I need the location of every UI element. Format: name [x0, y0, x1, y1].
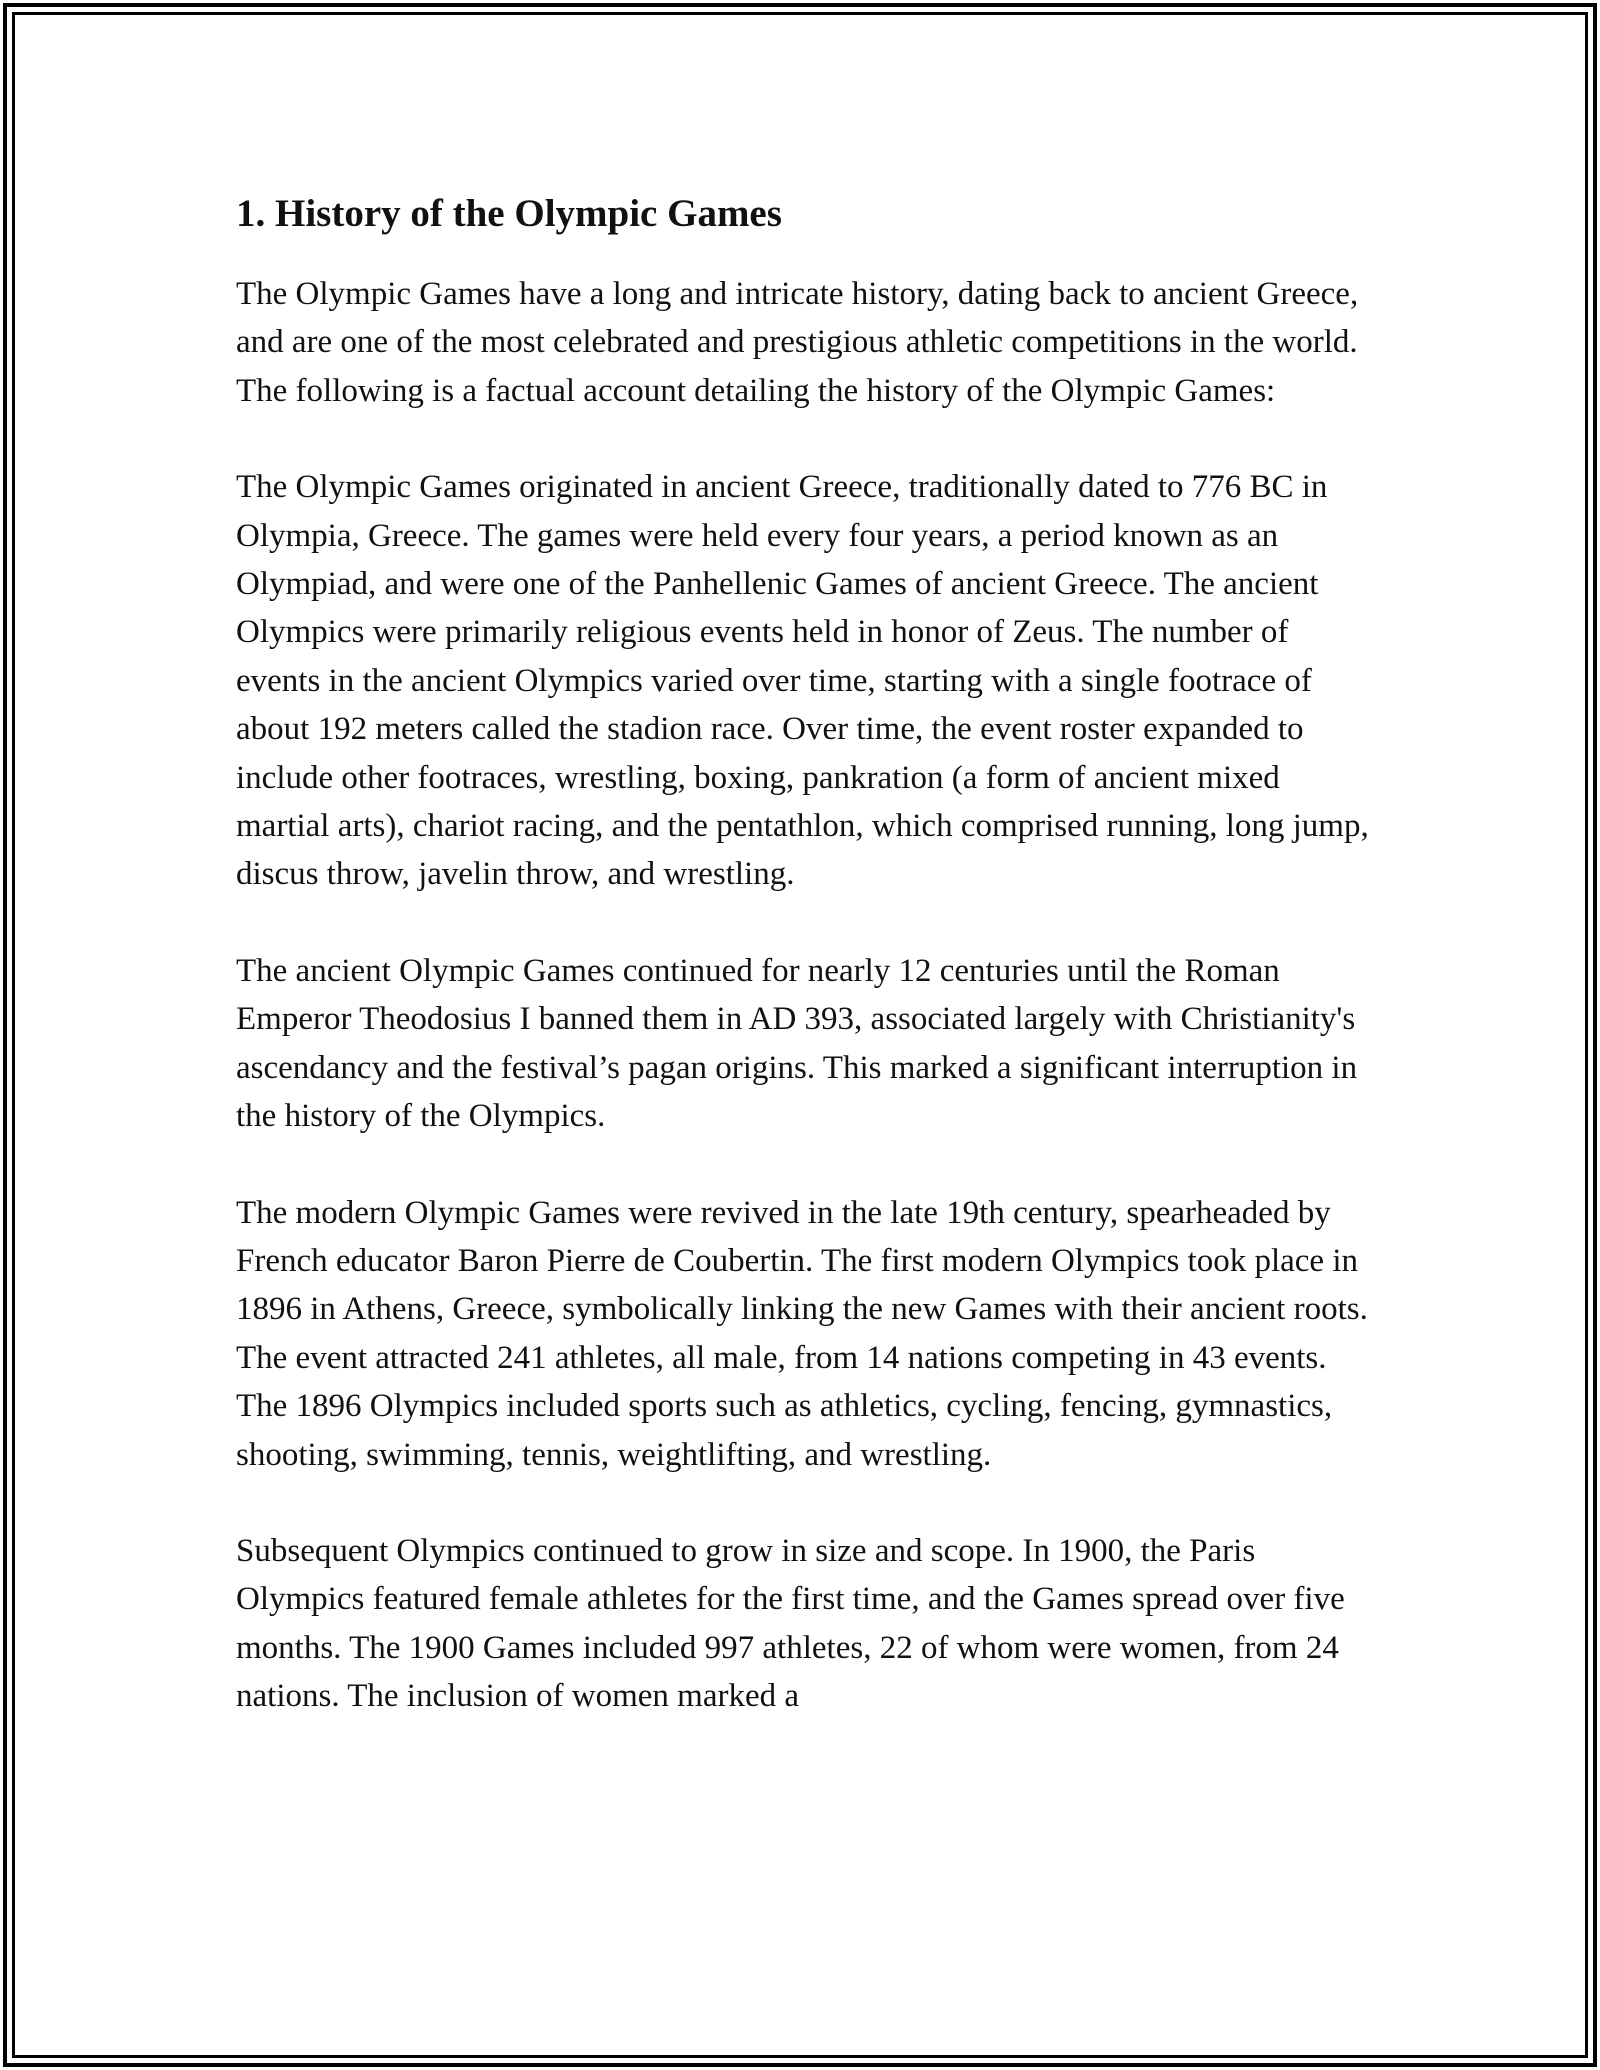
document-body — [236, 186, 1376, 1769]
paragraph-intro: The Olympic Games have a long and intricate history, dating back to ancient Greece, and are one of the most celebrated and prestigious athletic competitions in the world. The following is a factual account detailing the history of the Olympic Games: — [236, 276, 1359, 409]
paragraph-ancient-origins: The Olympic Games originated in ancient Greece, traditionally dated to 776 BC in Olympia, Greece. The games were held every four years, a period known as an Olympiad, and were one of the Panhellenic Games of ancient Greece. The ancient Olympics were primarily religious events held in honor of Zeus. The number of events in the ancient Olympics varied over time, starting with a single footrace of about 192 meters called the stadion race. Over time, the event roster expanded to include other footraces, wrestling, boxing, pankration (a form of ancient mixed martial arts), chariot racing, and the pentathlon, which comprised running, long jump, discus throw, javelin throw, and wrestling. — [236, 469, 1369, 893]
paragraph-ancient-ban: The ancient Olympic Games continued for nearly 12 centuries until the Roman Emperor Theodosius I banned them in AD 393, associated largely with Christianity's ascendancy and the festival’s pagan origins. This marked a significant interruption in the history of the Olympics. — [236, 952, 1358, 1135]
paragraph-subsequent-olympics: Subsequent Olympics continued to grow in size and scope. In 1900, the Paris Olympics featured female athletes for the first time, and the Games spread over five months. The 1900 Games included 997 athletes, 22 of whom were women, from 24 nations. The inclusion of women marked a — [236, 1532, 1345, 1715]
paragraph-modern-revival: The modern Olympic Games were revived in the late 19th century, spearheaded by French educator Baron Pierre de Coubertin. The first modern Olympics took place in 1896 in Athens, Greece, symbolically linking the new Games with their ancient roots. The event attracted 241 athletes, all male, from 14 nations competing in 43 events. The 1896 Olympics included sports such as athletics, cycling, fencing, gymnastics, shooting, swimming, tennis, weightlifting, and wrestling. — [236, 1194, 1368, 1473]
section-heading: 1. History of the Olympic Games — [236, 192, 782, 235]
